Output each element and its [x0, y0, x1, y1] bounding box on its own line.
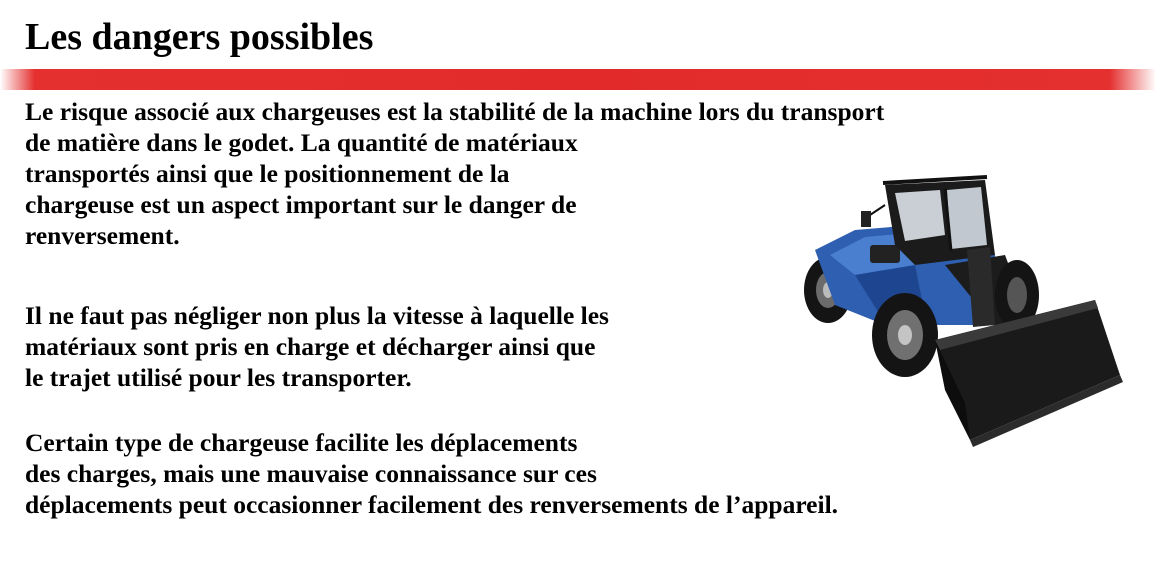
text-line: chargeuse est un aspect important sur le danger de	[25, 190, 577, 219]
paragraph-speed	[25, 300, 609, 393]
paragraph-movement	[25, 427, 838, 520]
text-line: des charges, mais une mauvaise connaissance sur ces	[25, 459, 597, 488]
text-line: renversement.	[25, 221, 180, 250]
text-line: transportés ainsi que le positionnement de la	[25, 159, 510, 188]
text-line: matériaux sont pris en charge et décharger ainsi que	[25, 332, 596, 361]
text-line: Il ne faut pas négliger non plus la vitesse à laquelle les	[25, 301, 609, 330]
text-line: le trajet utilisé pour les transporter.	[25, 363, 412, 392]
paragraph-stability	[25, 96, 884, 251]
telehandler-loader-icon	[795, 175, 1130, 450]
text-line: de matière dans le godet. La quantité de matériaux	[25, 128, 578, 157]
page-title: Les dangers possibles	[25, 16, 374, 58]
text-line: Certain type de chargeuse facilite les déplacements	[25, 428, 578, 457]
title-underline-bar	[0, 69, 1156, 90]
text-line: déplacements peut occasionner facilement des renversements de l’appareil.	[25, 490, 839, 519]
text-line: Le risque associé aux chargeuses est la stabilité de la machine lors du transport	[25, 97, 885, 126]
